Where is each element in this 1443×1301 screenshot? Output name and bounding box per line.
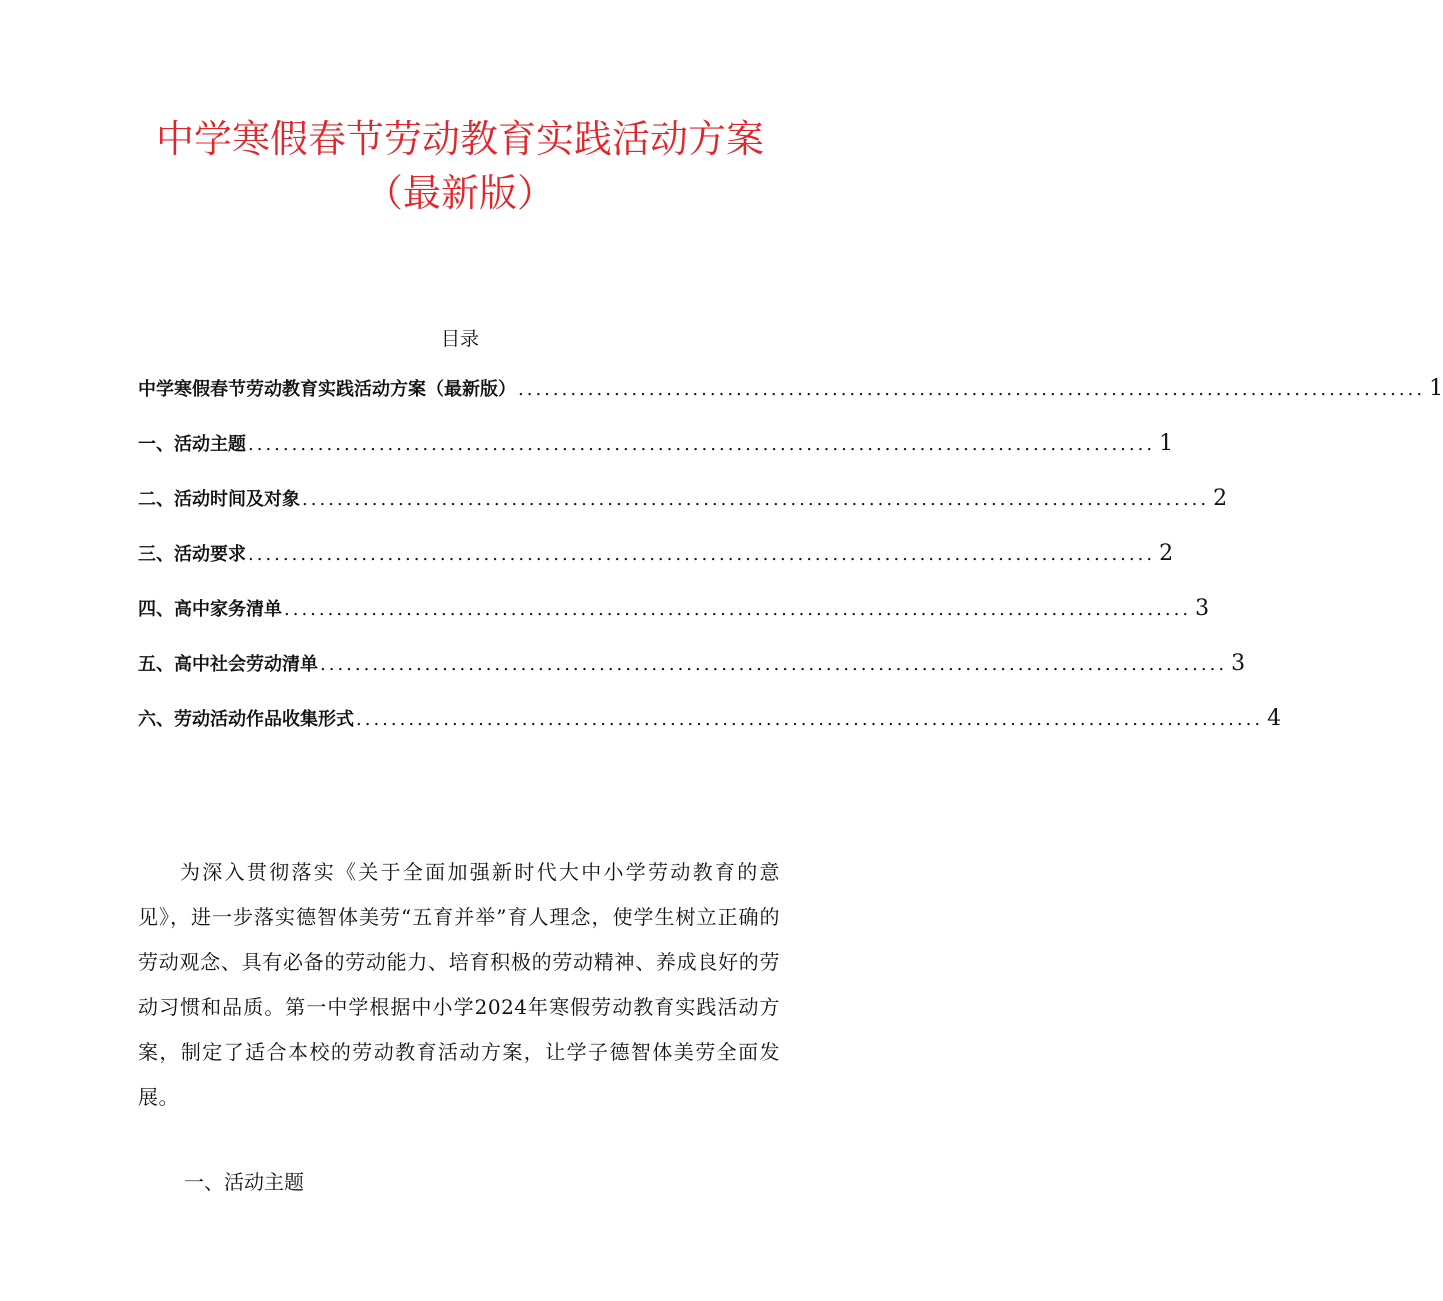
section-heading: 一、活动主题 (184, 1170, 304, 1194)
toc-entry-page: 3 (1195, 596, 1210, 621)
toc-leader-dots: ........................................................................................................ (302, 489, 1210, 510)
toc-entry[interactable] (138, 375, 1443, 430)
toc-entry-title: 四、高中家务清单 (138, 599, 282, 620)
toc-leader-dots: ........................................................................................................ (248, 544, 1156, 565)
body-paragraph: 为深入贯彻落实《关于全面加强新时代大中小学劳动教育的意见》，进一步落实德智体美劳“五育并举”育人理念，使学生树立正确的劳动观念、具有必备的劳动能力、培育积极的劳动精神、养成良好的劳动习惯和品质。第一中学根据中小学2024年寒假劳动教育实践活动方案，制定了适合本校的劳动教育活动方案，让学子德智体美劳全面发展。 (138, 860, 780, 1109)
toc-entry-title: 中学寒假春节劳动教育实践活动方案（最新版） (138, 379, 516, 400)
toc-entry-page: 3 (1231, 651, 1246, 676)
toc-entry[interactable] (138, 595, 1210, 650)
toc-entry[interactable] (138, 705, 1282, 760)
toc-entry[interactable] (138, 485, 1228, 540)
toc-leader-dots: ........................................................................................................ (248, 434, 1156, 455)
toc-entry-page: 4 (1267, 706, 1282, 731)
toc-entry-page: 1 (1429, 376, 1443, 401)
toc-leader-dots: ........................................................................................................ (320, 654, 1228, 675)
document-title-line-2: （最新版） (364, 171, 555, 215)
document-title (0, 112, 920, 220)
toc-heading: 目录 (440, 328, 479, 350)
toc-entry[interactable] (138, 430, 1174, 485)
toc-leader-dots: ........................................................................................................ (518, 379, 1426, 400)
toc-entry-title: 一、活动主题 (138, 434, 246, 455)
toc-entry-title: 二、活动时间及对象 (138, 489, 300, 510)
toc-leader-dots: ........................................................................................................ (284, 599, 1192, 620)
toc-entry-page: 1 (1159, 431, 1174, 456)
toc-entry-title: 五、高中社会劳动清单 (138, 654, 318, 675)
toc-leader-dots: ........................................................................................................ (356, 709, 1264, 730)
toc-entry-page: 2 (1159, 541, 1174, 566)
toc-entry[interactable] (138, 540, 1174, 595)
toc-entry-title: 六、劳动活动作品收集形式 (138, 709, 354, 730)
toc-entry[interactable] (138, 650, 1246, 705)
toc-entry-title: 三、活动要求 (138, 544, 246, 565)
toc-entry-page: 2 (1213, 486, 1228, 511)
document-title-line-1: 中学寒假春节劳动教育实践活动方案 (155, 117, 764, 161)
table-of-contents (138, 375, 1443, 760)
